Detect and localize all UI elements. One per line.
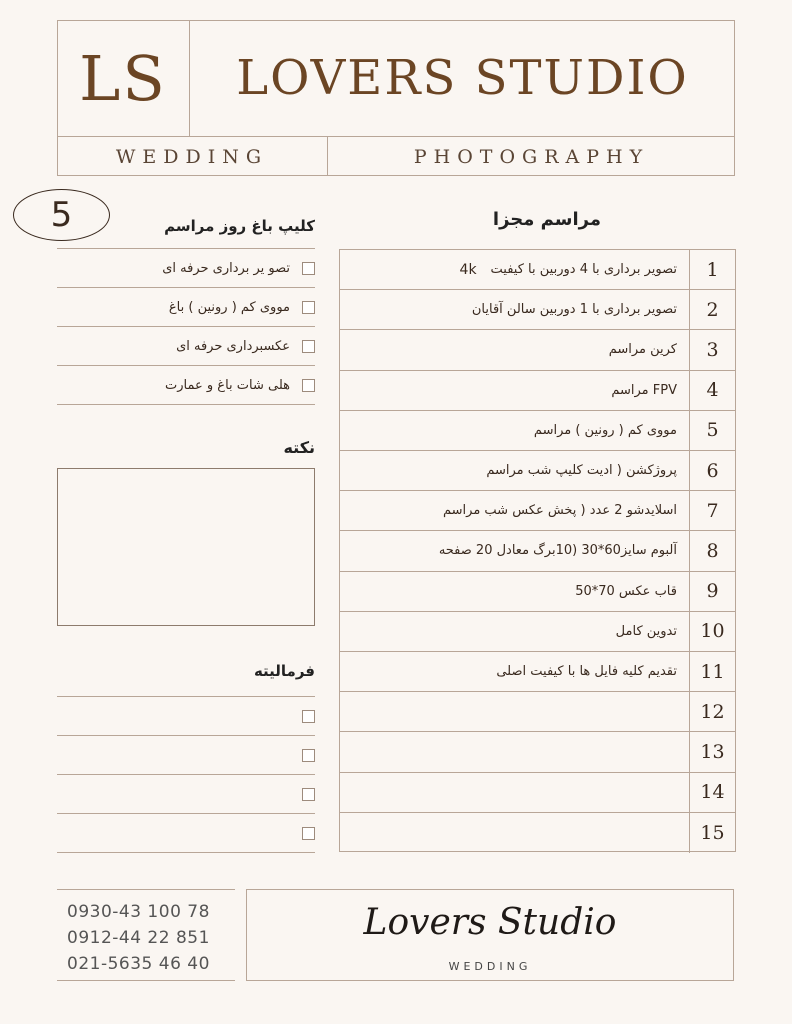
ceremony-table bbox=[339, 249, 736, 852]
table-row bbox=[340, 692, 735, 732]
row-text bbox=[575, 572, 677, 611]
checkbox[interactable] bbox=[302, 788, 315, 801]
row-number: 2 bbox=[689, 290, 735, 329]
phone-number: 021-5635 46 40 bbox=[67, 954, 210, 974]
checklist-row[interactable] bbox=[57, 697, 315, 736]
subtitle-photography: PHOTOGRAPHY bbox=[413, 145, 650, 168]
ceremony-title: مراسم مجزا bbox=[492, 209, 601, 230]
row-text bbox=[439, 531, 677, 570]
row-text bbox=[609, 330, 677, 369]
table-row bbox=[340, 652, 735, 692]
row-label: تصویر برداری با 1 دوربین سالن آقایان bbox=[471, 302, 677, 318]
brand-title: LOVERS STUDIO bbox=[190, 20, 735, 137]
row-text bbox=[486, 451, 677, 490]
row-label: آلبوم سایز60*30 (10برگ معادل 20 صفحه bbox=[438, 543, 677, 559]
row-number: 7 bbox=[689, 491, 735, 530]
garden-section-title: کلیپ باغ روز مراسم bbox=[164, 217, 315, 235]
row-label: FPV مراسم bbox=[611, 382, 677, 398]
row-text bbox=[460, 250, 677, 289]
row-number: 14 bbox=[689, 773, 735, 812]
row-text bbox=[472, 290, 677, 329]
checkbox[interactable] bbox=[302, 379, 315, 392]
checklist-label: هلی شات باغ و عمارت bbox=[165, 377, 290, 393]
phone-list bbox=[57, 889, 235, 981]
checklist-label: مووی کم ( رونین ) باغ bbox=[168, 299, 290, 315]
phone-number: 0912-44 22 851 bbox=[67, 928, 210, 948]
package-number-badge: 5 bbox=[13, 189, 110, 241]
row-text bbox=[611, 371, 677, 410]
checkbox[interactable] bbox=[302, 710, 315, 723]
checkbox[interactable] bbox=[302, 827, 315, 840]
logo-subtitle: WEDDING bbox=[448, 960, 532, 973]
checklist-row[interactable] bbox=[57, 814, 315, 853]
table-row bbox=[340, 531, 735, 571]
checkbox[interactable] bbox=[302, 749, 315, 762]
quality-tag: 4k bbox=[459, 261, 477, 278]
table-row bbox=[340, 773, 735, 813]
phone-number: 0930-43 100 78 bbox=[67, 902, 210, 922]
row-number: 13 bbox=[689, 732, 735, 771]
checklist-label: عکسبرداری حرفه ای bbox=[176, 338, 290, 354]
monogram-logo: LS bbox=[57, 20, 190, 137]
row-label: اسلایدشو 2 عدد ( پخش عکس شب مراسم bbox=[442, 503, 677, 519]
row-label: مووی کم ( رونین ) مراسم bbox=[533, 422, 677, 438]
row-label: تقدیم کلیه فایل ها با کیفیت اصلی bbox=[496, 664, 677, 680]
row-number: 5 bbox=[689, 411, 735, 450]
table-row bbox=[340, 250, 735, 290]
row-number: 6 bbox=[689, 451, 735, 490]
note-title: نکته bbox=[283, 438, 315, 457]
checklist-row[interactable] bbox=[57, 775, 315, 814]
table-row bbox=[340, 371, 735, 411]
row-number: 10 bbox=[689, 612, 735, 651]
checkbox[interactable] bbox=[302, 301, 315, 314]
row-text bbox=[534, 411, 677, 450]
row-label: کرین مراسم bbox=[608, 342, 677, 358]
subtitle-wedding: WEDDING bbox=[57, 137, 328, 176]
footer-logo bbox=[246, 889, 734, 981]
checkbox[interactable] bbox=[302, 262, 315, 275]
row-number: 9 bbox=[689, 572, 735, 611]
checkbox[interactable] bbox=[302, 340, 315, 353]
row-text bbox=[616, 612, 677, 651]
logo-script: Lovers Studio bbox=[363, 902, 617, 943]
row-number: 8 bbox=[689, 531, 735, 570]
table-row bbox=[340, 491, 735, 531]
row-number: 1 bbox=[689, 250, 735, 289]
checklist-label: تصو یر برداری حرفه ای bbox=[162, 260, 290, 276]
row-label: قاب عکس 70*50 bbox=[575, 583, 677, 599]
checklist-row[interactable] bbox=[57, 736, 315, 775]
row-label: پروژکشن ( ادیت کلیپ شب مراسم bbox=[486, 463, 677, 479]
table-row bbox=[340, 330, 735, 370]
row-label: تصویر برداری با 4 دوربین با کیفیت bbox=[490, 262, 677, 278]
checklist-row[interactable] bbox=[57, 249, 315, 288]
row-number: 4 bbox=[689, 371, 735, 410]
row-text bbox=[496, 652, 677, 691]
table-row bbox=[340, 411, 735, 451]
table-row bbox=[340, 572, 735, 612]
row-number: 11 bbox=[689, 652, 735, 691]
table-row bbox=[340, 813, 735, 853]
row-number: 3 bbox=[689, 330, 735, 369]
row-text bbox=[443, 491, 677, 530]
row-label: تدوین کامل bbox=[615, 623, 677, 639]
table-row bbox=[340, 732, 735, 772]
checklist-row[interactable] bbox=[57, 366, 315, 405]
checklist-row[interactable] bbox=[57, 327, 315, 366]
table-row bbox=[340, 290, 735, 330]
note-box[interactable] bbox=[57, 468, 315, 626]
checklist-row[interactable] bbox=[57, 288, 315, 327]
table-row bbox=[340, 451, 735, 491]
row-number: 12 bbox=[689, 692, 735, 731]
custom-section-title: فرمالیته bbox=[253, 662, 315, 680]
row-number: 15 bbox=[689, 813, 735, 853]
table-row bbox=[340, 612, 735, 652]
